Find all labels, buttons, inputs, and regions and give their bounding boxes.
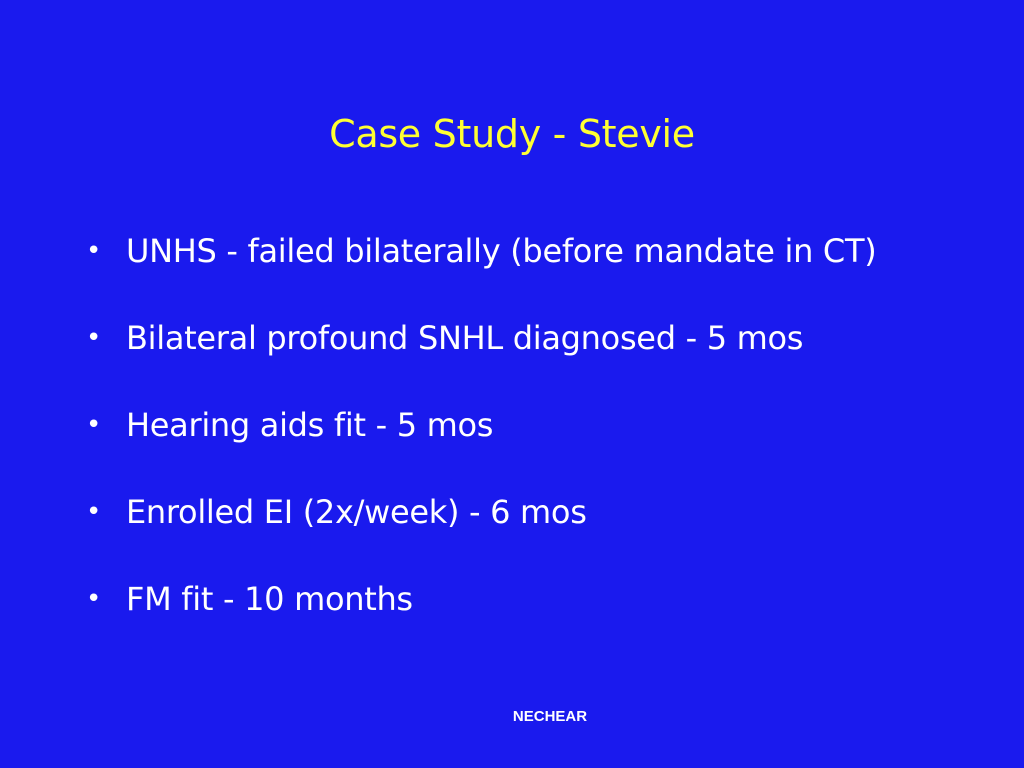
footer-label: NECHEAR — [512, 708, 588, 725]
bullet-text: UNHS - failed bilaterally (before mandate in CT) — [126, 232, 877, 270]
bullet-dot-icon: • — [86, 236, 102, 266]
slide-title: Case Study - Stevie — [329, 112, 695, 156]
bullet-list — [86, 226, 916, 661]
bullet-item — [86, 226, 916, 276]
bullet-text: Bilateral profound SNHL diagnosed - 5 mos — [126, 319, 804, 357]
bullet-item — [86, 487, 916, 537]
bullet-text: Hearing aids fit - 5 mos — [126, 406, 494, 444]
bullet-dot-icon: • — [86, 410, 102, 440]
bullet-item — [86, 313, 916, 363]
bullet-dot-icon: • — [86, 323, 102, 353]
bullet-text: FM fit - 10 months — [126, 580, 413, 618]
bullet-text: Enrolled EI (2x/week) - 6 mos — [126, 493, 587, 531]
bullet-item — [86, 400, 916, 450]
bullet-item — [86, 574, 916, 624]
bullet-dot-icon: • — [86, 584, 102, 614]
bullet-dot-icon: • — [86, 497, 102, 527]
